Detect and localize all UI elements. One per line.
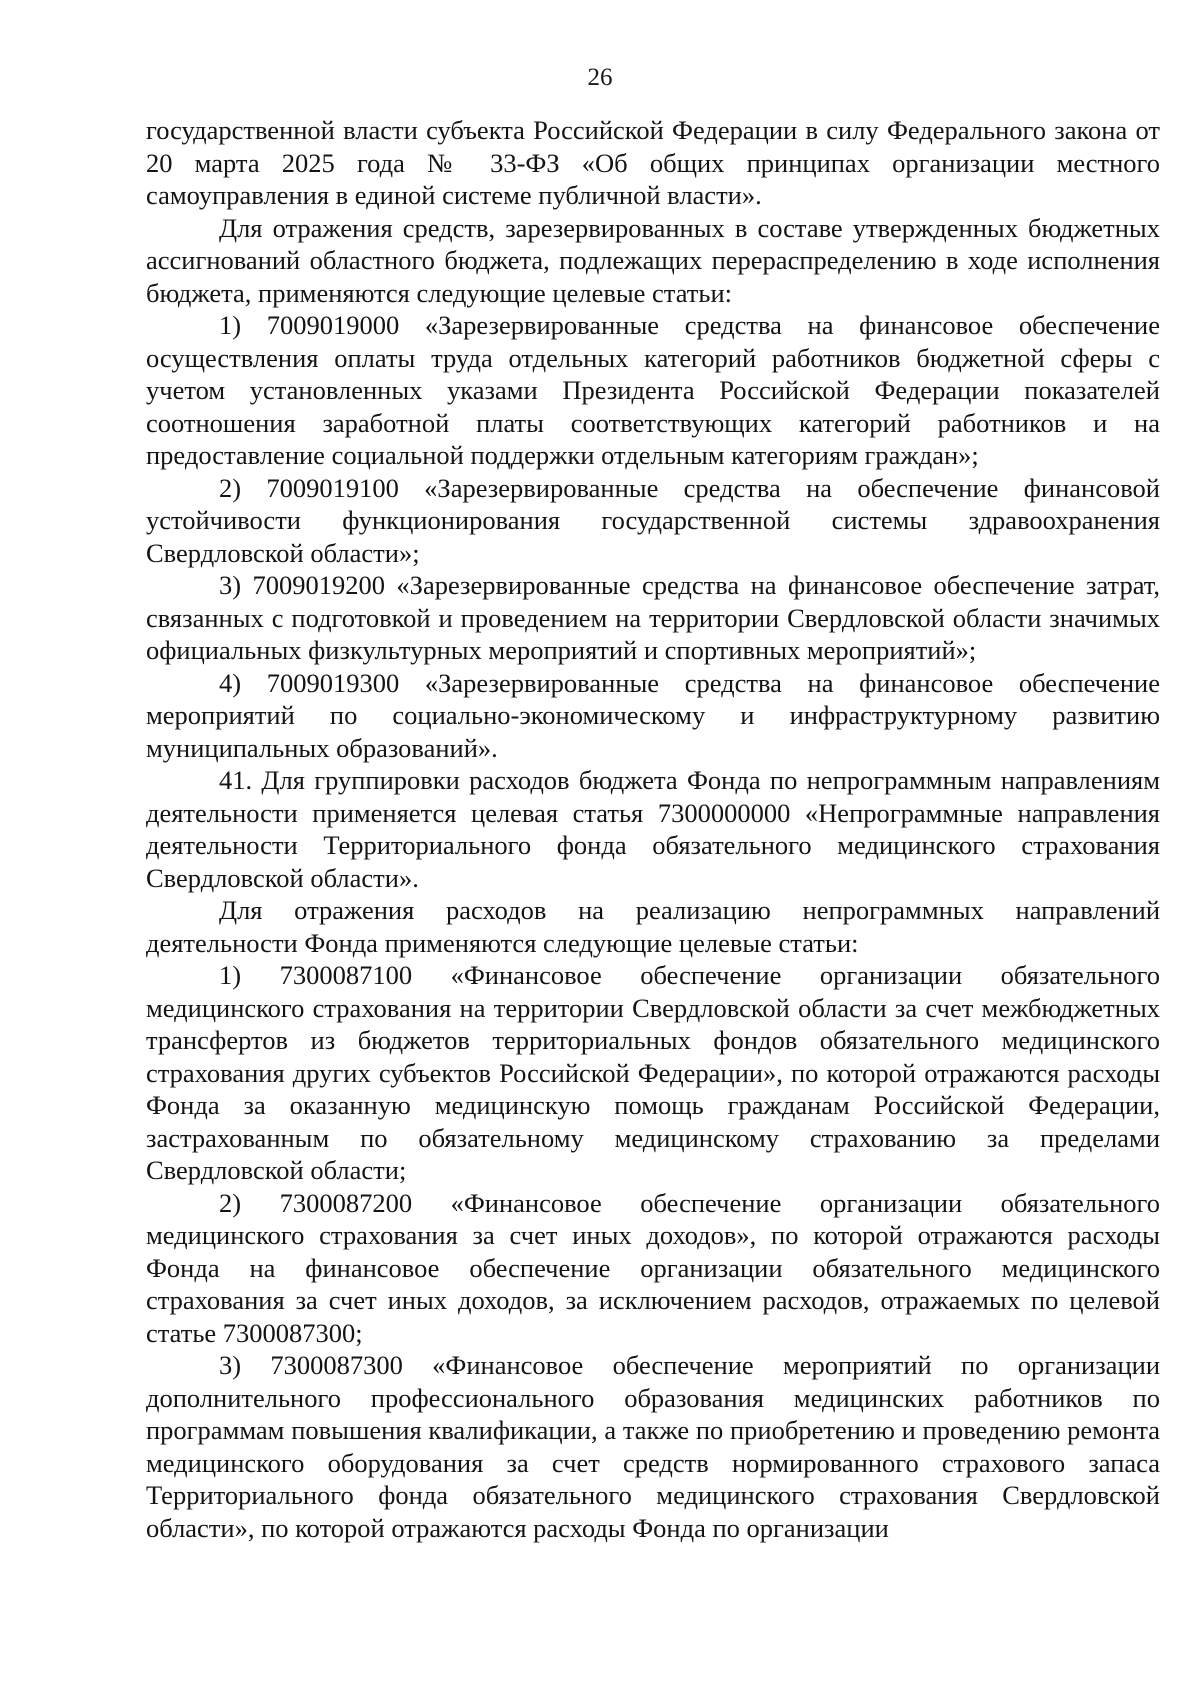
document-body [146,114,1160,1544]
page-number: 26 [587,64,613,91]
list-item: 1) 7300087100 «Финансовое обеспечение организации обязательного медицинского страхования на территории Свердловской области за счет межбюджетных трансфертов из бюджетов территориальных фондов обязательного медицинского страхования других субъектов Российской Федерации», по которой отражаются расходы Фонда за оказанную медицинскую помощь гражданам Российской Федерации, застрахованным по обязательному медицинскому страхованию за пределами Свердловской области; [146,960,1160,1185]
list-item: 2) 7009019100 «Зарезервированные средства на обеспечение финансовой устойчивости функционирования государственной системы здравоохранения Свердловской области»; [146,472,1160,568]
paragraph: государственной власти субъекта Российской Федерации в силу Федерального закона от 20 марта 2025 года № 33-ФЗ «Об общих принципах организации местного самоуправления в единой системе публичной власти». [146,115,1160,210]
list-item: 1) 7009019000 «Зарезервированные средства на финансовое обеспечение осуществления оплаты труда отдельных категорий работников бюджетной сферы с учетом установленных указами Президента Российской Федерации показателей соотношения заработной платы соответствующих категорий работников и на предоставление социальной поддержки отдельным категориям граждан»; [146,310,1160,470]
list-item: 2) 7300087200 «Финансовое обеспечение организации обязательного медицинского страхования за счет иных доходов», по которой отражаются расходы Фонда на финансовое обеспечение организации обязательного медицинского страхования за счет иных доходов, за исключением расходов, отражаемых по целевой статье 7300087300; [146,1187,1160,1348]
paragraph: Для отражения расходов на реализацию непрограммных направлений деятельности Фонда применяются следующие целевые статьи: [146,895,1160,958]
section-41-paragraph: 41. Для группировки расходов бюджета Фонда по непрограммным направлениям деятельности применяется целевая статья 7300000000 «Непрограммные направления деятельности Территориального фонда обязательного медицинского страхования Свердловской области». [146,765,1160,893]
list-item: 3) 7300087300 «Финансовое обеспечение мероприятий по организации дополнительного профессионального образования медицинских работников по программам повышения квалификации, а также по приобретению и проведению ремонта медицинского оборудования за счет средств нормированного страхового запаса Территориального фонда обязательного медицинского страхования Свердловской области», по которой отражаются расходы Фонда по организации [146,1350,1160,1543]
list-item: 3) 7009019200 «Зарезервированные средства на финансовое обеспечение затрат, связанных с подготовкой и проведением на территории Свердловской области значимых официальных физкультурных мероприятий и спортивных мероприятий»; [146,570,1160,665]
paragraph: Для отражения средств, зарезервированных в составе утвержденных бюджетных ассигнований областного бюджета, подлежащих перераспределению в ходе исполнения бюджета, применяются следующие целевые статьи: [146,212,1160,308]
list-item: 4) 7009019300 «Зарезервированные средства на финансовое обеспечение мероприятий по социально-экономическому и инфраструктурному развитию муниципальных образований». [146,667,1160,763]
